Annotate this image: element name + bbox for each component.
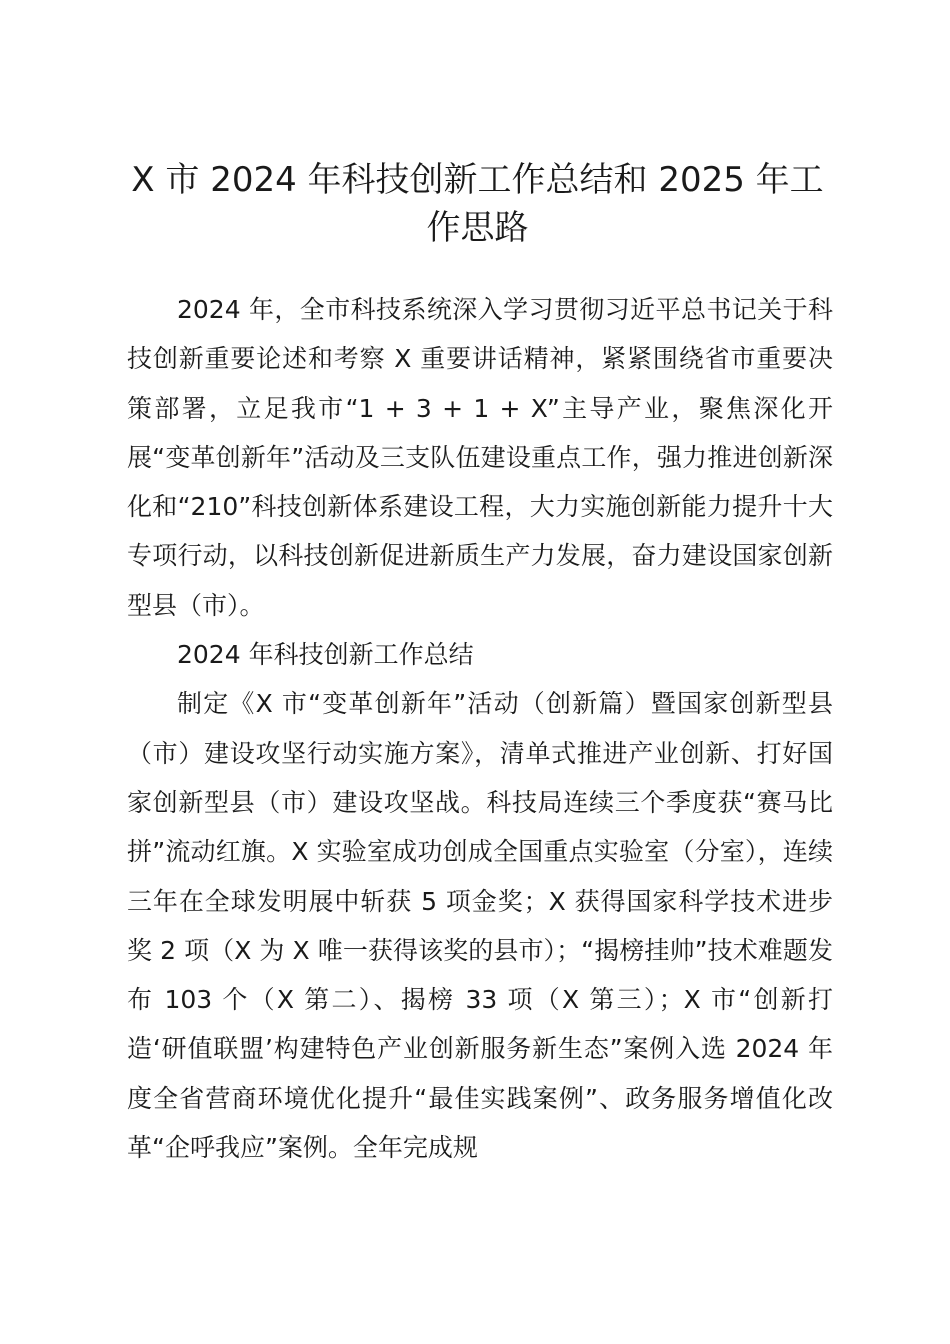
paragraph-intro: 2024 年，全市科技系统深入学习贯彻习近平总书记关于科技创新重要论述和考察 X 重要讲话精神，紧紧围绕省市重要决策部署，立足我市“1 + 3 + 1 + X”主导产业，聚焦深化开展“变革创新年”活动及三支队伍建设重点工作，强力推进创新深化和“210”科技创新体系建设工程，大力实施创新能力提升十大专项行动，以科技创新促进新质生产力发展，奋力建设国家创新型县（市）。 <box>127 295 833 620</box>
paragraph-summary: 制定《X 市“变革创新年”活动（创新篇）暨国家创新型县（市）建设攻坚行动实施方案》，清单式推进产业创新、打好国家创新型县（市）建设攻坚战。科技局连续三个季度获“赛马比拼”流动红旗。X 实验室成功创成全国重点实验室（分室），连续三年在全球发明展中斩获 5 项金奖；X 获得国家科学技术进步奖 2 项（X 为 X 唯一获得该奖的县市）；“揭榜挂帅”技术难题发布 103 个（X 第二）、揭榜 33 项（X 第三）；X 市“创新打造‘研值联盟’构建特色产业创新服务新生态”案例入选 2024 年度全省营商环境优化提升“最佳实践案例”、政务服务增值化改革“企呼我应”案例。全年完成规 <box>127 689 833 1163</box>
document-title: X 市 2024 年科技创新工作总结和 2025 年工作思路 <box>131 160 824 248</box>
section-heading: 2024 年科技创新工作总结 <box>177 640 474 670</box>
document-body <box>127 285 833 1172</box>
